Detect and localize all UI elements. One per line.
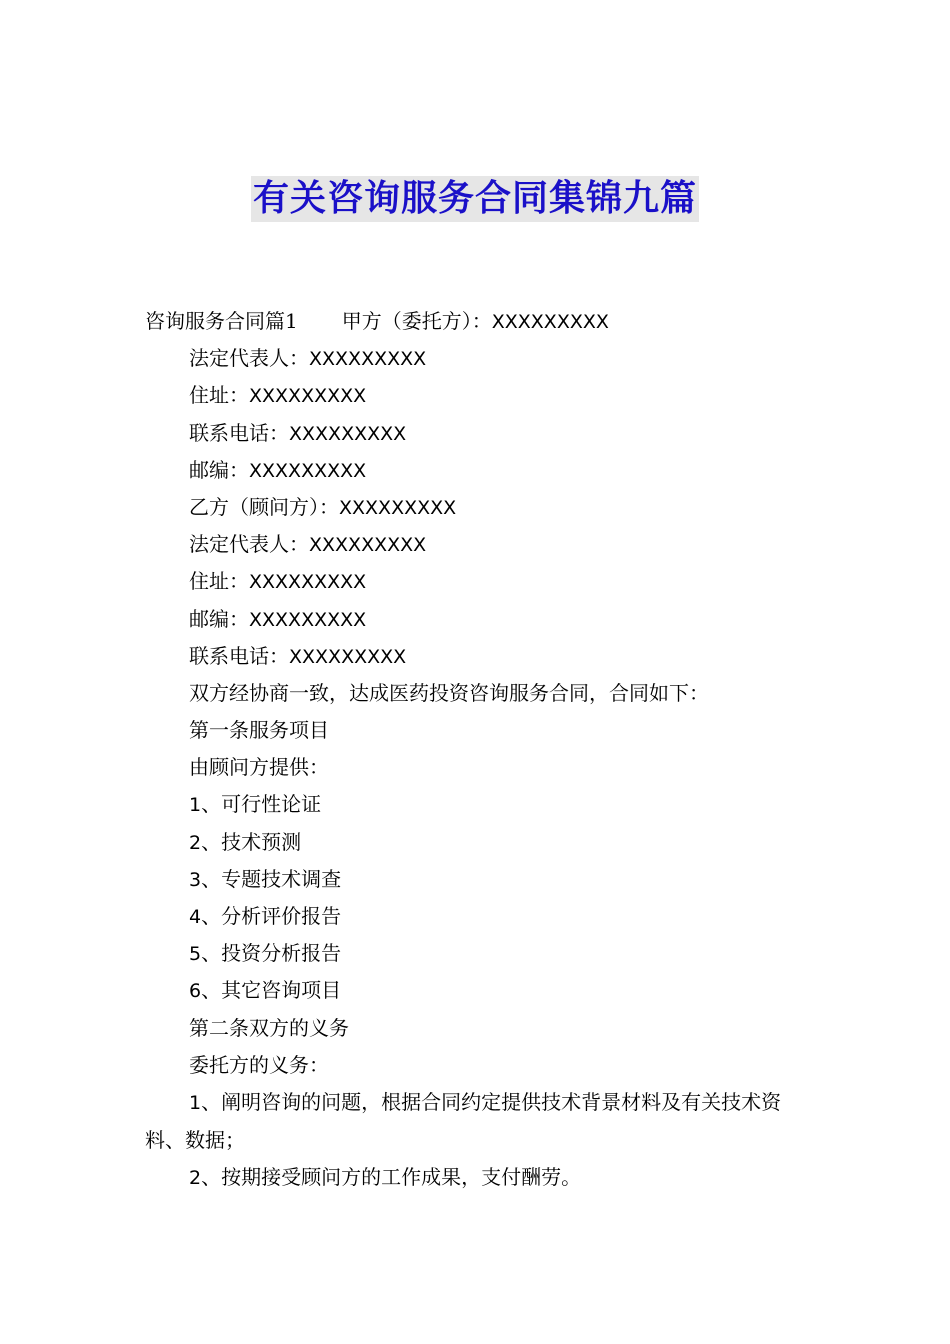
document-title: 有关咨询服务合同集锦九篇	[251, 176, 699, 222]
item-number: 6	[189, 980, 202, 1003]
item-number: 2	[189, 831, 202, 854]
field-label: 邮编：	[189, 457, 249, 482]
party-b-field	[145, 601, 810, 638]
field-value: XXXXXXXXX	[289, 645, 407, 668]
article-1-intro: 由顾问方提供：	[189, 755, 329, 780]
field-value: XXXXXXXXX	[309, 534, 427, 557]
item-text: 、投资分析报告	[201, 941, 342, 966]
document-body	[145, 303, 810, 1197]
item-text: 、阐明咨询的问题，根据合同约定提供技术背景材料及有关技术资料、数据；	[145, 1089, 782, 1153]
item-number: 5	[189, 943, 202, 966]
party-a-label: 甲方（委托方）：	[341, 309, 492, 333]
first-line	[145, 303, 810, 340]
party-b-field	[145, 638, 810, 675]
field-value: XXXXXXXXX	[289, 422, 407, 445]
field-value: XXXXXXXXX	[249, 385, 367, 408]
item-text: 、专题技术调查	[201, 866, 342, 891]
list-item	[145, 898, 810, 935]
item-number: 1	[189, 1091, 202, 1114]
party-a-field	[145, 377, 810, 414]
party-b-field	[145, 563, 810, 600]
list-item	[145, 861, 810, 898]
field-value: XXXXXXXXX	[249, 459, 367, 482]
item-number: 3	[189, 868, 202, 891]
party-a-field	[145, 415, 810, 452]
field-label: 法定代表人：	[189, 346, 309, 371]
item-text: 、其它咨询项目	[201, 978, 342, 1003]
party-a-value: XXXXXXXXX	[491, 311, 609, 333]
item-text: 、按期接受顾问方的工作成果，支付酬劳。	[201, 1165, 582, 1190]
field-value: XXXXXXXXX	[309, 348, 427, 371]
field-label: 邮编：	[189, 606, 249, 631]
field-label: 联系电话：	[189, 420, 289, 445]
article-1-heading: 第一条服务项目	[189, 718, 329, 743]
party-b-field	[145, 526, 810, 563]
list-item	[145, 1159, 810, 1196]
item-text: 、可行性论证	[201, 792, 322, 817]
section-heading: 咨询服务合同篇1	[145, 309, 298, 333]
party-a-field	[145, 340, 810, 377]
item-text: 、分析评价报告	[201, 904, 342, 928]
list-item	[145, 972, 810, 1009]
party-b-value: XXXXXXXXX	[339, 496, 457, 519]
list-item	[145, 1084, 810, 1159]
field-value: XXXXXXXXX	[249, 571, 367, 594]
item-text: 、技术预测	[201, 829, 302, 854]
item-number: 1	[189, 794, 202, 817]
title-container	[0, 176, 950, 222]
field-label: 联系电话：	[189, 643, 289, 668]
article-2-heading: 第二条双方的义务	[189, 1015, 349, 1040]
party-b-label: 乙方（顾问方）：	[189, 494, 339, 519]
party-b-heading	[145, 489, 810, 526]
field-label: 住址：	[189, 569, 249, 594]
list-item	[145, 935, 810, 972]
list-item	[145, 824, 810, 861]
agreement-statement: 双方经协商一致，达成医药投资咨询服务合同，合同如下：	[189, 680, 709, 705]
field-label: 法定代表人：	[189, 532, 309, 557]
party-a-field	[145, 452, 810, 489]
article-2-intro: 委托方的义务：	[189, 1052, 329, 1077]
field-label: 住址：	[189, 383, 249, 408]
field-value: XXXXXXXXX	[249, 608, 367, 631]
item-number: 4	[189, 906, 202, 928]
list-item	[145, 786, 810, 823]
item-number: 2	[189, 1167, 202, 1190]
